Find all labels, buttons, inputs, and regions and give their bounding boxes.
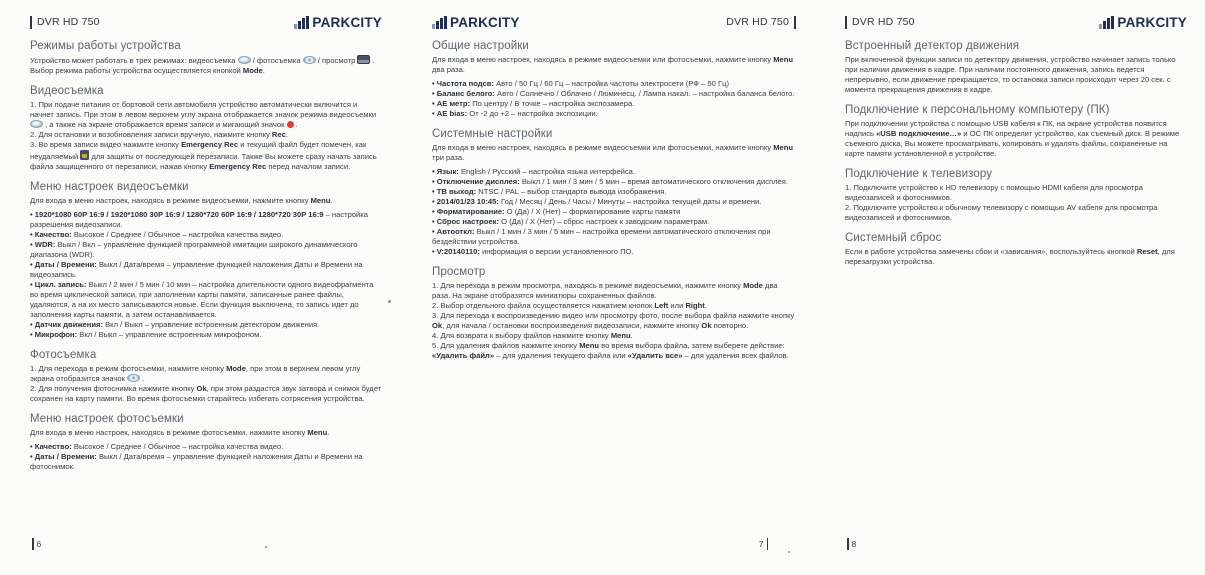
photo-mode-icon — [127, 374, 140, 382]
section-title: Фотосъемка — [30, 349, 97, 361]
bullet-item: • Автооткл: Выкл / 1 мин / 3 мин / 5 мин – настройка времени автоматического отключения при бездействии устройства. — [432, 227, 771, 246]
bullet-item: • V:20140110: информация о версии установленного ПО. — [432, 247, 634, 256]
paragraph: Устройство может работать в трех режимах: видеосъемка / фотосъемка / просмотр . Выбор режима работы устройства осуществляется кнопкой Mode. — [30, 56, 375, 75]
key-term: «Удалить все» — [627, 351, 683, 360]
key-term: Menu — [773, 143, 794, 152]
section-title: Общие настройки — [432, 40, 529, 52]
device-title — [30, 16, 100, 29]
scan-speck — [788, 551, 790, 553]
paragraph: Для входа в меню настроек, находясь в режиме видеосъемки, нажмите кнопку Menu. — [30, 196, 333, 205]
key-term: АЕ метр: — [436, 99, 471, 108]
bullet-item: • АЕ метр: По центру / В точке – настройка экспозамера. — [432, 99, 635, 108]
key-term: Ok — [701, 321, 712, 330]
key-term: Качество: — [34, 442, 72, 451]
key-term: Датчик движения: — [34, 320, 103, 329]
page-content — [30, 40, 382, 472]
key-term: Right — [685, 301, 705, 310]
header-rule — [845, 16, 847, 29]
key-term: 1920*1080 60P 16:9 / 1920*1080 30P 16:9 / 1280*720 60P 16:9 / 1280*720 30P 16:9 — [34, 210, 324, 219]
paragraph: 1. Для перехода в режим просмотра, находясь в режиме видеосъемки, нажмите кнопку Mode два раза. На экране отобразятся миниатюры сохраненных файлов. — [432, 281, 778, 300]
key-term: Ok — [432, 321, 443, 330]
device-title-text: DVR HD 750 — [726, 16, 789, 28]
key-term: Menu — [773, 55, 794, 64]
section-title: Меню настроек видеосъемки — [30, 181, 189, 193]
key-term: Микрофон: — [34, 330, 78, 339]
section-title: Видеосъемка — [30, 85, 104, 97]
scan-speck — [265, 546, 267, 548]
paragraph: 2. Выбор отдельного файла осуществляется нажатием кнопок Left или Right. — [432, 301, 707, 310]
key-term: Menu — [310, 196, 331, 205]
manual-page-8 — [845, 0, 1187, 575]
bullet-item: • Цикл. запись: Выкл / 2 мин / 5 мин / 10 мин – настройка длительности одного видеофрагмента во время циклической записи, при заполнении карты памяти, записанные ранее файлы, удаляются, а на их место записываются новые. Если функция выключена, то запись идет до заполнения карты памяти, а затем останавливается. — [30, 280, 374, 319]
scan-speck — [388, 300, 391, 303]
bullet-dot: • — [30, 280, 35, 289]
key-term: Сброс настроек: — [436, 217, 499, 226]
page-header — [432, 13, 796, 31]
bullet-item: • Отключение дисплея: Выкл / 1 мин / 3 мин / 5 мин – время автоматического отключения дисплея. — [432, 177, 788, 186]
bullet-item: • Датчик движения: Вкл / Выкл – управление встроенным детектором движения. — [30, 320, 320, 329]
device-title — [845, 16, 915, 29]
key-term: Частота подсв: — [436, 79, 494, 88]
paragraph: Для входа в меню настроек, находясь в режиме видеосъемки или фотосъемки, нажмите кнопку Menu два раза. — [432, 55, 794, 74]
bullet-dot: • — [432, 167, 437, 176]
paragraph: Для входа в меню настроек, находясь в режиме фотосъемки, нажмите кнопку Menu. — [30, 428, 330, 437]
section-title: Встроенный детектор движения — [845, 40, 1020, 52]
key-term: Баланс белого: — [436, 89, 495, 98]
video-mode-icon — [238, 56, 251, 64]
logo-bars-icon — [1099, 16, 1114, 29]
paragraph: 1. Подключите устройство к HD телевизору с помощью HDMI кабеля для просмотра видеозаписей и фотоснимков. — [845, 183, 1143, 202]
bullet-item: • WDR: Выкл / Вкл – управление функцией программной имитации широкого динамического диапазона (WDR). — [30, 240, 358, 259]
page-number-text: 8 — [851, 539, 857, 549]
key-term: Автооткл: — [436, 227, 475, 236]
key-term: «Удалить файл» — [432, 351, 495, 360]
manual-page-6 — [30, 0, 382, 575]
paragraph: При подключении устройства с помощью USB кабеля к ПК, на экране устройства появится надпись «USB подключение…» и ОС ПК определит устройство, как съемный диск. В режиме съемного диска, Вы можете просматривать, копировать и удалять файлы, сохраненные на карте памяти установленной в устройстве. — [845, 119, 1180, 158]
paragraph: 4. Для возврата к выбору файлов нажмите кнопку Menu. — [432, 331, 633, 340]
header-rule — [30, 16, 32, 29]
bullet-item: • Баланс белого: Авто / Солнечно / Облачно / Люминесц. / Лампа накал. – настройка баланса белого. — [432, 89, 795, 98]
key-term: Язык: — [436, 167, 459, 176]
bullet-item: • Микрофон: Вкл / Выкл – управление встроенным микрофоном. — [30, 330, 262, 339]
key-term: Menu — [307, 428, 328, 437]
bullet-dot: • — [30, 240, 35, 249]
bullet-dot: • — [432, 89, 437, 98]
logo-text: PARKCITY — [1117, 14, 1187, 30]
bullet-item: • Даты / Времени: Выкл / Дата/время – управление функцией наложения Даты и Времени на видеозапись. — [30, 260, 363, 279]
page-number — [32, 538, 41, 550]
bullet-dot: • — [432, 217, 437, 226]
key-term: ТВ выход: — [436, 187, 477, 196]
photo-mode-icon — [303, 56, 316, 64]
key-term: Menu — [579, 341, 600, 350]
parkcity-logo — [432, 15, 520, 30]
paragraph: 2. Для остановки и возобновления записи вручную, нажмите кнопку Rec. — [30, 130, 288, 139]
bullet-dot: • — [30, 452, 35, 461]
key-term: АЕ bias: — [436, 109, 468, 118]
bullet-dot: • — [432, 187, 437, 196]
device-title-text: DVR HD 750 — [852, 16, 915, 28]
page-header — [30, 13, 382, 31]
bullet-dot: • — [432, 109, 437, 118]
key-term: Left — [654, 301, 669, 310]
section-title: Подключение к телевизору — [845, 168, 993, 180]
key-term: Даты / Времени: — [34, 260, 97, 269]
bullet-dot: • — [30, 230, 35, 239]
bullet-dot: • — [30, 442, 35, 451]
bullet-dot: • — [432, 177, 437, 186]
logo-bars-icon — [432, 16, 447, 29]
bullet-dot: • — [30, 210, 35, 219]
key-term: Rec — [271, 130, 286, 139]
paragraph: 2. Подключите устройство к обычному телевизору с помощью AV кабеля для просмотра видеозаписей и фотоснимков. — [845, 203, 1158, 222]
bullet-item: • Язык: English / Русский – настройка языка интерфейса. — [432, 167, 636, 176]
paragraph: 1. При подаче питания от бортовой сети автомобиля устройство автоматически включится и начнет запись. При этом в левом верхнем углу экрана отображается значок режима видеосъемки , а также на экране отображается время записи и мигающий значок . — [30, 100, 377, 129]
key-term: Menu — [610, 331, 631, 340]
paragraph: 3. Во время записи видео нажмите кнопку Emergency Rec и текущий файл будет помечен, как неудаляемый для защиты от последующей перезаписи. Также Вы можете сразу начать запись файла защищенного от перезаписи, нажав кнопку Emergency Rec перед началом записи. — [30, 140, 377, 171]
bullet-item: • Даты / Времени: Выкл / Дата/время – управление функцией наложения Даты и Времени на фотоснимок. — [30, 452, 363, 471]
section-title: Меню настроек фотосъемки — [30, 413, 184, 425]
bullet-item: • Сброс настроек: О (Да) / Х (Нет) – сброс настроек к заводским параметрам. — [432, 217, 710, 226]
key-term: Ok — [196, 384, 207, 393]
bullet-dot: • — [432, 79, 437, 88]
paragraph: 3. Для перехода к воспроизведению видео или просмотру фото, после выбора файла нажмите кнопку Ok, для начала / остановки воспроизведения видеозаписи, нажмите кнопку Ok повторно. — [432, 311, 795, 330]
video-mode-icon — [30, 120, 43, 128]
logo-text: PARKCITY — [312, 14, 382, 30]
device-title-text: DVR HD 750 — [37, 16, 100, 28]
key-term: Отключение дисплея: — [436, 177, 520, 186]
key-term: «USB подключение…» — [876, 129, 962, 138]
bullet-item: • АЕ bias: От -2 до +2 – настройка экспозиции. — [432, 109, 598, 118]
key-term: Reset — [1136, 247, 1158, 256]
bullet-item: • ТВ выход: NTSC / PAL – выбор стандарта вывода изображения. — [432, 187, 667, 196]
key-term: Форматирование: — [436, 207, 505, 216]
key-term: Emergency Rec — [181, 140, 239, 149]
paragraph: 1. Для перехода в режим фотосъемки, нажмите кнопку Mode, при этом в верхнем левом углу экрана отобразится значок . — [30, 364, 361, 383]
paragraph: Если в работе устройства замечены сбои и «зависания», воспользуйтесь кнопкой Reset, для перезагрузки устройства. — [845, 247, 1175, 266]
bullet-dot: • — [432, 247, 437, 256]
bullet-dot: • — [432, 197, 437, 206]
page-number-text: 6 — [36, 539, 42, 549]
key-term: Mode — [226, 364, 246, 373]
page-number-rule — [767, 538, 769, 550]
key-term: Качество: — [34, 230, 72, 239]
key-term: Mode — [242, 66, 263, 75]
bullet-dot: • — [30, 260, 35, 269]
parkcity-logo — [1099, 15, 1187, 30]
key-term: Даты / Времени: — [34, 452, 97, 461]
section-title: Режимы работы устройства — [30, 40, 181, 52]
bullet-dot: • — [432, 99, 437, 108]
bullet-item: • Частота подсв: Авто / 50 Гц / 60 Гц – настройка частоты электросети (РФ – 50 Гц) — [432, 79, 729, 88]
manual-page-7 — [432, 0, 796, 575]
section-title: Подключение к персональному компьютеру (ПК) — [845, 104, 1110, 116]
section-title: Просмотр — [432, 266, 486, 278]
playback-mode-icon — [357, 55, 370, 64]
header-rule — [794, 16, 796, 29]
device-title — [726, 16, 796, 29]
bullet-item: • Форматирование: О (Да) / Х (Нет) – форматирование карты памяти — [432, 207, 681, 216]
bullet-dot: • — [432, 227, 437, 236]
bullet-dot: • — [30, 320, 35, 329]
key-term: 2014/01/23 10:45: — [436, 197, 499, 206]
bullet-dot: • — [30, 330, 35, 339]
page-content — [432, 40, 796, 361]
page-content — [845, 40, 1187, 267]
section-title: Системный сброс — [845, 232, 942, 244]
bullet-item: • Качество: Высокое / Среднее / Обычное – настройка качества видео. — [30, 442, 284, 451]
page-number-text: 7 — [758, 539, 764, 549]
paragraph: При включенной функции записи по детектору движения, устройство начинает запись только при наличии движения в кадре. При наличии постоянного движения, запись ведется непрерывно, если движение прекращается, то остановка записи происходит через 20 сек. с момента прекращения движения в кадре. — [845, 55, 1176, 94]
page-number-rule — [32, 538, 34, 550]
logo-text: PARKCITY — [450, 14, 520, 30]
page-header — [845, 13, 1187, 31]
page-number — [847, 538, 856, 550]
file-lock-icon — [80, 150, 89, 160]
page-number — [759, 538, 768, 550]
bullet-item: • Качество: Высокое / Среднее / Обычное – настройка качества видео. — [30, 230, 284, 239]
parkcity-logo — [294, 15, 382, 30]
key-term: Emergency Rec — [209, 162, 267, 171]
bullet-item: • 2014/01/23 10:45: Год / Месяц / День / Часы / Минуты – настройка текущей даты и времени. — [432, 197, 762, 206]
bullet-dot: • — [432, 207, 437, 216]
key-term: Mode — [743, 281, 763, 290]
paragraph: Для входа в меню настроек, находясь в режиме видеосъемки или фотосъемки, нажмите кнопку Menu три раза. — [432, 143, 794, 162]
logo-bars-icon — [294, 16, 309, 29]
key-term: Цикл. запись: — [34, 280, 87, 289]
record-dot-icon — [287, 121, 294, 128]
key-term: WDR: — [34, 240, 56, 249]
paragraph: 5. Для удаления файлов нажмите кнопку Menu во время выбора файла, затем выберете действие: «Удалить файл» – для удаления текущего файла или «Удалить все» – для удаления всех файлов. — [432, 341, 789, 360]
bullet-item: • 1920*1080 60P 16:9 / 1920*1080 30P 16:9 / 1280*720 60P 16:9 / 1280*720 30P 16:9 – настройка разрешения видеозаписи. — [30, 210, 369, 229]
page-number-rule — [847, 538, 849, 550]
paragraph: 2. Для получения фотоснимка нажмите кнопку Ok, при этом раздастся звук затвора и снимок будет сохранен на карту памяти. Во время фотосъемки старайтесь избегать сотрясения устройства. — [30, 384, 382, 403]
key-term: V:20140110: — [436, 247, 480, 256]
section-title: Системные настройки — [432, 128, 553, 140]
